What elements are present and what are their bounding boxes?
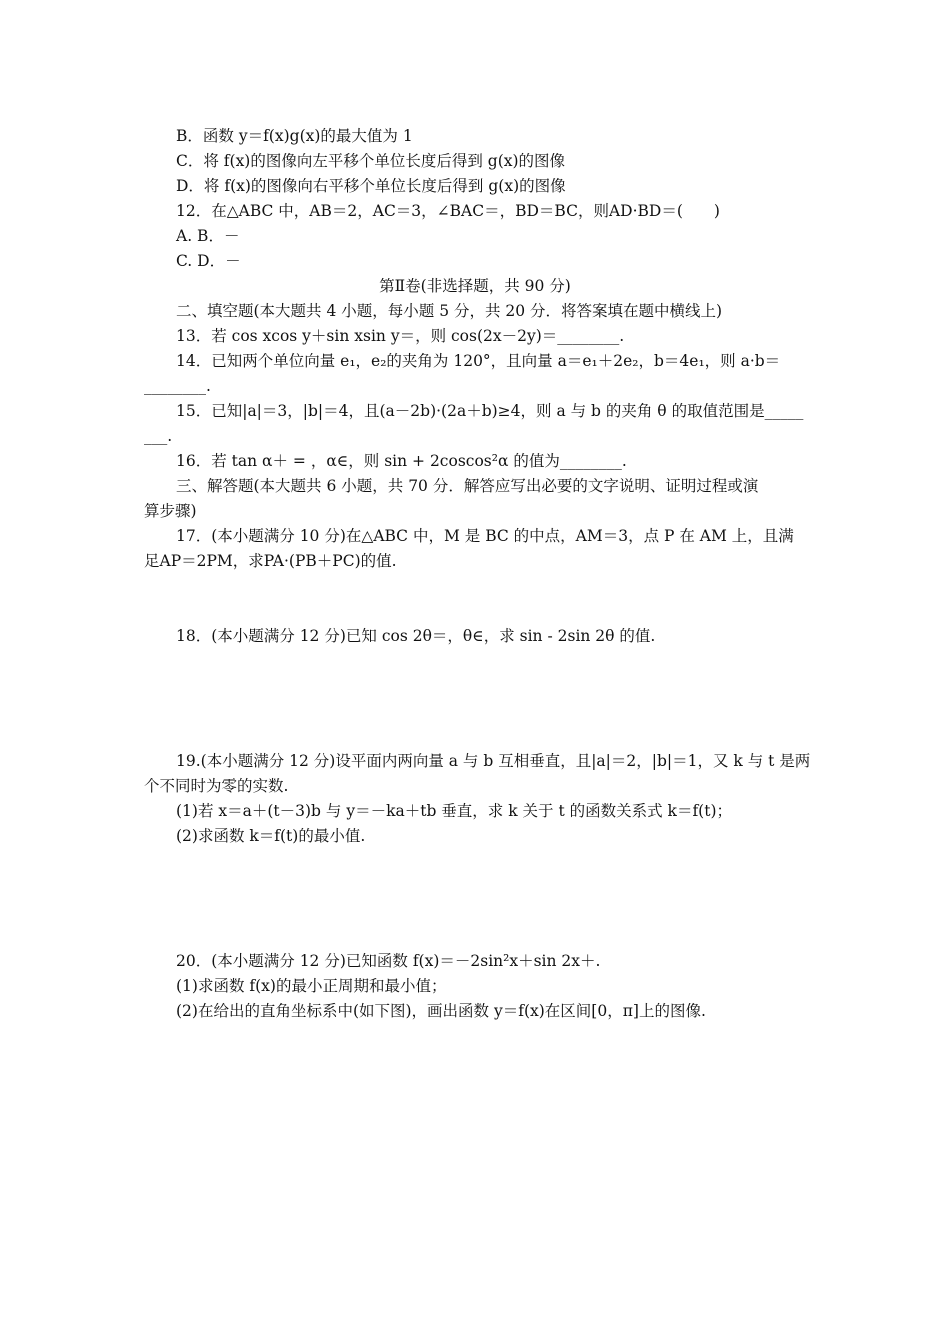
option-c-11: C．将 f(x)的图像向左平移个单位长度后得到 g(x)的图像: [176, 152, 566, 170]
question-13: 13．若 cos xcos y＋sin xsin y＝，则 cos(2x－2y)＝________.: [176, 327, 625, 345]
question-19-cont: 个不同时为零的实数.: [144, 777, 289, 795]
option-b-11: B．函数 y＝f(x)g(x)的最大值为 1: [176, 127, 413, 145]
question-17-cont: 足AP＝2PM，求PA·(PB＋PC)的值.: [144, 552, 397, 570]
fill-blank-heading: 二、填空题(本大题共 4 小题，每小题 5 分，共 20 分．将答案填在题中横线上): [176, 302, 723, 320]
solve-heading-cont: 算步骤): [144, 502, 197, 520]
question-19-part2: (2)求函数 k＝f(t)的最小值.: [176, 827, 366, 845]
question-20-part2: (2)在给出的直角坐标系中(如下图)，画出函数 y＝f(x)在区间[0，π]上的图像.: [176, 1002, 706, 1020]
question-12: 12．在△ABC 中，AB＝2，AC＝3，∠BAC＝，BD＝BC，则AD·BD＝( ): [176, 202, 720, 220]
question-19: 19.(本小题满分 12 分)设平面内两向量 a 与 b 互相垂直，且|a|＝2，|b|＝1，又 k 与 t 是两: [176, 752, 811, 770]
question-14-cont: ________.: [144, 377, 211, 395]
solve-heading: 三、解答题(本大题共 6 小题，共 70 分．解答应写出必要的文字说明、证明过程或演: [176, 477, 759, 495]
question-20-part1: (1)求函数 f(x)的最小正周期和最小值；: [176, 977, 447, 995]
section-title-part2: 第Ⅱ卷(非选择题，共 90 分): [379, 277, 571, 295]
option-d-11: D．将 f(x)的图像向右平移个单位长度后得到 g(x)的图像: [176, 177, 566, 195]
options-12-cd: C. D．－: [176, 252, 241, 270]
question-15-cont: ___.: [144, 427, 173, 445]
question-14: 14．已知两个单位向量 e₁，e₂的夹角为 120°，且向量 a＝e₁＋2e₂，b＝4e₁，则 a·b＝: [176, 352, 781, 370]
options-12-ab: A. B．－: [176, 227, 240, 245]
question-17: 17．(本小题满分 10 分)在△ABC 中，M 是 BC 的中点，AM＝3，点 P 在 AM 上，且满: [176, 527, 794, 545]
question-15: 15．已知|a|＝3，|b|＝4，且(a－2b)·(2a＋b)≥4，则 a 与 b 的夹角 θ 的取值范围是_____: [176, 402, 804, 420]
question-18: 18．(本小题满分 12 分)已知 cos 2θ＝，θ∈，求 sin - 2sin 2θ 的值.: [176, 627, 656, 645]
question-16: 16．若 tan α＋ = ，α∈，则 sin + 2coscos²α 的值为________.: [176, 452, 627, 470]
question-19-part1: (1)若 x＝a＋(t－3)b 与 y＝－ka＋tb 垂直，求 k 关于 t 的函数关系式 k＝f(t)；: [176, 802, 733, 820]
question-20: 20．(本小题满分 12 分)已知函数 f(x)＝－2sin²x＋sin 2x＋.: [176, 952, 601, 970]
